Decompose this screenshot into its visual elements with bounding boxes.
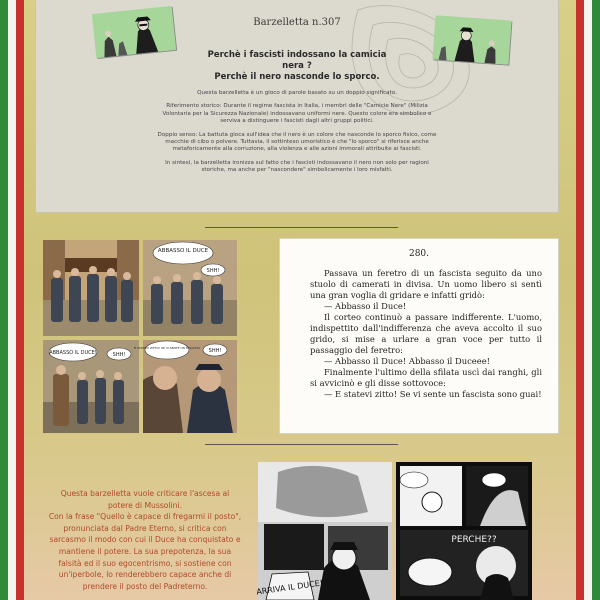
comic-panel-3 bbox=[43, 340, 139, 433]
comic-caption: PERCHE?? bbox=[451, 535, 497, 545]
explanation-paragraph: Riferimento storico: Durante il regime fascista in Italia, i membri delle "Camicie Nere" (Milizia Volontaria per la Sicurezza Nazionale) indossavano uniformi nere. Questo colore era simbolico e serviva a distinguere i fascisti dagli altri gruppi politici. bbox=[162, 103, 432, 125]
joke-explanation bbox=[154, 90, 440, 181]
flag-stripe-red bbox=[576, 0, 584, 600]
explanation-paragraph: Questa barzelletta è un gioco di parole basato su un doppio significato. bbox=[197, 90, 397, 96]
commentary-text bbox=[48, 488, 242, 592]
joke-line: nera ? bbox=[282, 61, 312, 71]
flag-stripe-green bbox=[592, 0, 600, 600]
speech-bubble: SHH! bbox=[208, 348, 222, 354]
joke-card bbox=[36, 0, 558, 212]
page-paragraph: — E statevi zitto! Se vi sente un fascista sono guai! bbox=[324, 389, 542, 399]
commentary-paragraph: Questa barzelletta vuole criticare l'ascesa al potere di Mussolini. bbox=[60, 489, 230, 510]
flag-stripe-green bbox=[0, 0, 8, 600]
joke-text bbox=[36, 50, 558, 83]
speech-bubble: ABBASSO IL DUCE bbox=[157, 248, 209, 254]
commentary-paragraph: Con la frase "Quello è capace di fregarmi il posto", pronunciata dal Padre Eterno, si critica con sarcasmo il modo con cui il Duce ha conquistato e mantiene il potere. La sua prepotenza, la sua falsità ed il suo egocentrismo, si sostiene con un'iperbole, lo renderebbero capace anche di prendere il posto del Padreterno. bbox=[48, 512, 242, 591]
page-paragraph: Il corteo continuò a passare indifferente. L'uomo, indispettito dall'indifferenza che aveva accolto il suo grido, si mise a urlare a gran voce per tutto il passaggio del feretro: bbox=[310, 312, 542, 355]
page-paragraph: — Abbasso il Duce! Abbasso il Duceee! bbox=[324, 356, 491, 366]
book-page bbox=[280, 239, 558, 433]
flag-border-right bbox=[576, 0, 600, 600]
flag-border-left bbox=[0, 0, 24, 600]
explanation-paragraph: In sintesi, la barzelletta ironizza sul fatto che i fascisti indossavano il nero non solo per ragioni storiche, ma anche per "nascondere" simbolicamente i loro misfatti. bbox=[165, 159, 429, 174]
section-divider bbox=[205, 444, 398, 445]
speech-bubble: E STATEVI ZITTO! SE VI SENTE UN FASCISTA bbox=[134, 346, 200, 350]
page-text bbox=[310, 268, 542, 400]
explanation-paragraph: Doppio senso: La battuta gioca sull'idea che il nero è un colore che nasconde lo sporco fisico, come macchie di cibo o polvere. Tuttavia, il sottinteso umoristico è che "lo sporco" si riferisce anche metaforicamente alla corruzione, alla violenza e alle azioni immorali attribuite ai fascisti. bbox=[157, 131, 437, 153]
section-divider bbox=[205, 227, 398, 228]
bw-comic-panel-right bbox=[396, 462, 532, 600]
page-number: 280. bbox=[408, 249, 430, 259]
joke-line: Perchè i fascisti indossano la camicia bbox=[207, 50, 387, 60]
bw-comic-panel-left bbox=[255, 462, 392, 600]
speech-bubble: SHH! bbox=[206, 268, 220, 274]
page-paragraph: — Abbasso il Duce! bbox=[324, 301, 407, 311]
comic-panel-2 bbox=[143, 240, 237, 336]
flag-stripe-white bbox=[584, 0, 592, 600]
speech-bubble: SHH! bbox=[112, 352, 126, 358]
comic-caption: ARRIVA IL DUCE! bbox=[255, 578, 324, 597]
page-paragraph: Finalmente l'ultimo della sfilata uscì dai ranghi, gli si avvicinò e gli disse sottovoce: bbox=[310, 367, 542, 388]
speech-bubble: ABBASSO IL DUCE! bbox=[49, 350, 97, 356]
joke-title: Barzelletta n.307 bbox=[253, 17, 341, 28]
joke-line: Perchè il nero nasconde lo sporco. bbox=[214, 72, 380, 82]
comic-panel-4 bbox=[134, 340, 237, 433]
page-paragraph: Passava un feretro di un fascista seguito da uno stuolo di camerati in divisa. Un uomo libero si sentì una gran voglia di gridare e infatti gridò: bbox=[310, 268, 542, 300]
flag-stripe-white bbox=[8, 0, 16, 600]
flag-stripe-red bbox=[16, 0, 24, 600]
comic-panel-1 bbox=[43, 240, 139, 336]
